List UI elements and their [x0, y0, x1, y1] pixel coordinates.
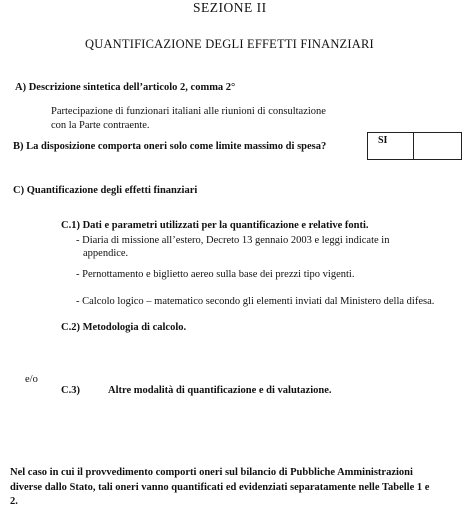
- c3-text: Altre modalità di quantificazione e di valutazione.: [108, 385, 332, 396]
- answer-box: [367, 132, 462, 160]
- eo-label: e/o: [25, 374, 38, 385]
- answer-cell-empty: [414, 133, 461, 159]
- c1-item1-line2: appendice.: [83, 248, 129, 259]
- answer-yes-label: SI: [378, 135, 388, 146]
- c1-item3: - Calcolo logico – matematico secondo gli elementi inviati dal Ministero della difesa.: [76, 296, 435, 307]
- page-subtitle: QUANTIFICAZIONE DEGLI EFFETTI FINANZIARI: [85, 37, 374, 51]
- c3-label: C.3): [61, 385, 80, 396]
- footer-line3: 2.: [10, 496, 18, 507]
- c1-item2: - Pernottamento e biglietto aereo sulla base dei prezzi tipo vigenti.: [76, 269, 355, 280]
- answer-cell-yes: [368, 133, 414, 159]
- section-b-heading: B) La disposizione comporta oneri solo come limite massimo di spesa?: [13, 141, 327, 152]
- section-c-heading: C) Quantificazione degli effetti finanziari: [13, 185, 198, 196]
- section-title: SEZIONE II: [193, 0, 267, 15]
- section-a-heading: A) Descrizione sintetica dell’articolo 2, comma 2°: [15, 82, 236, 93]
- c1-item1-line1: - Diaria di missione all’estero, Decreto 13 gennaio 2003 e leggi indicate in: [76, 235, 390, 246]
- c1-heading: C.1) Dati e parametri utilizzati per la quantificazione e relative fonti.: [61, 220, 369, 231]
- section-a-body-line2: con la Parte contraente.: [51, 120, 150, 131]
- c2-heading: C.2) Metodologia di calcolo.: [61, 322, 187, 333]
- footer-line2: diverse dallo Stato, tali oneri vanno quantificati ed evidenziati separatamente nelle Tabelle 1 e: [10, 482, 430, 493]
- footer-line1: Nel caso in cui il provvedimento comporti oneri sul bilancio di Pubbliche Amministrazioni: [10, 467, 413, 478]
- section-a-body-line1: Partecipazione di funzionari italiani alle riunioni di consultazione: [51, 106, 326, 117]
